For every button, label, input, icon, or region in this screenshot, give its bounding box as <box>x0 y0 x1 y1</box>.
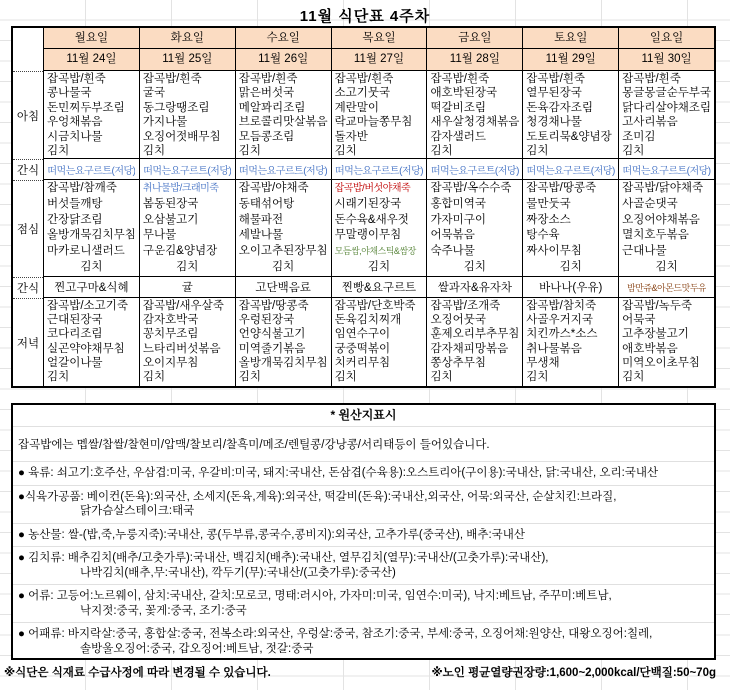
day-name-header: 금요일 <box>427 28 522 49</box>
morning-snack-cell <box>619 159 714 180</box>
menu-item: 김치 <box>367 260 391 273</box>
menu-item: 김치 <box>655 260 678 273</box>
row-label-lunch: 점심 <box>13 181 43 278</box>
menu-item: 김치 <box>622 371 645 384</box>
breakfast-cell <box>332 71 427 159</box>
menu-item: 사골순댓국 <box>622 197 678 210</box>
menu-item: 김치 <box>142 145 166 158</box>
origin-info-box <box>11 403 716 660</box>
menu-item: 잡곡밥/닭야채죽 <box>622 182 704 194</box>
origin-section-line: ● 어패류: 바지락살:중국, 홍합살:중국, 전복소라:외국산, 우렁살:중국, 참조기:중국, 부세:중국, 오징어채:원양산, 대왕오징어:칠레, <box>18 628 653 640</box>
menu-item: 돈육감자조림 <box>526 101 593 114</box>
origin-section-line: ● 어류: 고등어:노르웨이, 삼치:국내산, 갈치:모로코, 명태:러시아, 가자미:미국, 임연수:미국), 낙지:베트남, 주꾸미:베트남, <box>18 590 612 602</box>
day-date-header: 11월 25일 <box>140 49 235 71</box>
menu-item: 오이지무침 <box>142 356 199 369</box>
menu-item: 김치 <box>176 260 199 273</box>
menu-item: 물만둣국 <box>526 197 571 210</box>
day-column <box>235 28 331 386</box>
menu-item: 간장닭조림 <box>47 213 103 226</box>
menu-item: 애호박된장국 <box>430 87 498 100</box>
origin-section-continuation: 닭가슴살스테이크:태국 <box>80 505 195 517</box>
menu-item: 떠먹는요구르트(저당) <box>47 165 136 177</box>
morning-snack-cell <box>427 159 522 180</box>
origin-section-line: ●식육가공품: 베이컨(돈육):외국산, 소세지(돈육,계육):외국산, 떡갈비(돈육):국내산,외국산, 어묵:외국산, 순살치킨:브라질, <box>18 490 617 503</box>
menu-item: 김치 <box>622 145 645 158</box>
menu-item: 잡곡밥/조개죽 <box>430 300 501 312</box>
footer-note-left: ※식단은 식재료 수급사정에 따라 변경될 수 있습니다. <box>4 667 271 679</box>
menu-item: 취나물밥/크래미죽 <box>142 183 219 194</box>
breakfast-cell <box>236 71 331 159</box>
day-column <box>522 28 618 386</box>
menu-item: 조미김 <box>622 130 656 143</box>
menu-item: 떠먹는요구르트(저당) <box>622 165 711 177</box>
menu-item: 치커리무침 <box>334 356 391 369</box>
menu-item: 잡곡밥/단호박죽 <box>334 300 416 312</box>
menu-item: 오이고추된장무침 <box>238 245 328 258</box>
day-date-header: 11월 30일 <box>619 49 714 71</box>
day-date-header: 11월 28일 <box>427 49 522 71</box>
menu-item: 떡갈비조림 <box>430 101 486 114</box>
menu-item: 실곤약야채무침 <box>47 342 125 355</box>
menu-item: 무나물 <box>142 229 177 242</box>
menu-item: 애호박볶음 <box>622 342 678 355</box>
menu-item: 무말랭이무침 <box>334 229 402 242</box>
menu-item: 잡곡밥/흰죽 <box>238 73 298 85</box>
menu-item: 떠먹는요구르트(저당) <box>430 165 519 177</box>
lunch-cell <box>427 180 522 277</box>
menu-item: 메알꽈리조림 <box>238 101 306 114</box>
dinner-cell <box>140 298 235 385</box>
dinner-cell <box>236 298 331 385</box>
menu-item: 우렁된장국 <box>238 314 295 327</box>
menu-item: 김치 <box>142 371 166 384</box>
day-date-header: 11월 24일 <box>44 49 139 71</box>
origin-section-line: ● 농산물: 쌀-(밥,죽,누룽지죽):국내산, 콩(두부류,콩국수,콩비지):외국산, 고추가루(중국산), 배추:국내산 <box>18 528 526 541</box>
menu-item: 탕수육 <box>526 229 560 242</box>
afternoon-snack-cell <box>44 277 139 298</box>
row-label-morning-snack: 간식 <box>13 160 43 181</box>
origin-section <box>13 524 714 548</box>
menu-item: 가지나물 <box>142 116 188 129</box>
origin-section <box>13 547 714 585</box>
lunch-cell <box>236 180 331 277</box>
row-label-dinner: 저녁 <box>16 337 40 350</box>
menu-item: 열무된장국 <box>526 87 582 100</box>
corner-cell <box>13 28 43 72</box>
breakfast-cell <box>523 71 618 159</box>
menu-item: 근대나물 <box>622 245 667 258</box>
menu-item: 버섯들깨탕 <box>47 197 103 210</box>
breakfast-cell <box>140 71 235 159</box>
menu-item: 떠먹는요구르트(저당) <box>143 165 232 177</box>
footer-notes <box>4 664 716 680</box>
menu-item: 콩나물국 <box>47 87 92 100</box>
menu-item: 감자채피망볶음 <box>430 342 509 355</box>
menu-item: 치킨까스*소스 <box>526 328 598 341</box>
menu-item: 김치 <box>334 371 357 384</box>
menu-item: 몽글몽글순두부국 <box>622 87 712 100</box>
afternoon-snack-cell <box>427 277 522 298</box>
menu-item: 떠먹는요구르트(저당) <box>239 165 328 177</box>
menu-item: 마카로니샐러드 <box>47 245 125 258</box>
menu-item: 밤만쥬&아몬드맛두유 <box>626 282 707 293</box>
menu-item: 오징어야채볶음 <box>622 213 700 226</box>
origin-intro: 잡곡밥에는 멥쌀/찹쌀/찰현미/압맥/찰보리/찰흑미/메조/렌틸콩/강낭콩/서리태등이 들어있습니다. <box>13 427 714 462</box>
menu-item: 김치 <box>238 371 261 384</box>
menu-item: 잡곡밥/흰죽 <box>526 73 586 85</box>
menu-item: 동태섞어탕 <box>238 197 295 210</box>
menu-item: 김치 <box>463 260 486 273</box>
menu-item: 꽁치무조림 <box>142 328 199 341</box>
weekly-menu-table <box>11 26 716 388</box>
morning-snack-cell <box>523 159 618 180</box>
menu-item: 멸치호두볶음 <box>622 229 689 242</box>
menu-item: 김치 <box>526 371 549 384</box>
menu-item: 임연수구이 <box>334 328 391 341</box>
menu-item: 브로콜리맛살볶음 <box>238 116 328 129</box>
origin-section-line: ● 김치류: 배추김치(배추/고춧가루):국내산, 백김치(배추):국내산, 열무김치(열무):국내산/(고춧가루):국내산), <box>18 552 549 564</box>
menu-item: 잡곡밥/참치죽 <box>526 300 597 312</box>
menu-item: 김치 <box>47 145 70 158</box>
menu-item: 김치 <box>238 145 261 158</box>
menu-item: 숙주나물 <box>430 245 475 258</box>
afternoon-snack-cell <box>332 277 427 298</box>
day-column <box>139 28 235 386</box>
row-label-afternoon-snack: 간식 <box>13 278 43 299</box>
breakfast-cell <box>427 71 522 159</box>
menu-item: 잡곡밥/흰죽 <box>142 73 202 85</box>
menu-item: 동그랑땡조림 <box>142 101 210 114</box>
origin-section-continuation: 나박김치(배추,무:국내산), 깍두기(무):국내산/(고춧가루):중국산) <box>80 566 396 579</box>
page-title: 11월 식단표 4주차 <box>299 8 431 25</box>
menu-item: 새우살청경채볶음 <box>430 116 520 129</box>
menu-item: 귤 <box>181 282 193 294</box>
menu-item: 고추장불고기 <box>622 328 689 341</box>
menu-item: 홍합미역국 <box>430 197 486 210</box>
menu-item: 잡곡밥/흰죽 <box>430 73 490 85</box>
menu-item: 가자미구이 <box>430 213 486 226</box>
menu-item: 청경채나물 <box>526 116 582 129</box>
menu-item: 찐고구마&식혜 <box>54 282 129 294</box>
menu-item: 맑은버섯국 <box>238 87 295 100</box>
menu-item: 쫑상추무침 <box>430 356 486 369</box>
day-name-header: 목요일 <box>332 28 427 49</box>
menu-item: 시금치나물 <box>47 130 103 143</box>
origin-section-continuation: 솔방울오징어:중국, 갑오징어:베트남, 젓갈:중국 <box>80 642 314 655</box>
menu-item: 잡곡밥/흰죽 <box>334 73 394 85</box>
menu-item: 미역오이초무침 <box>622 356 700 369</box>
menu-item: 소고기뭇국 <box>334 87 391 100</box>
menu-item: 얼갈이나물 <box>47 356 103 369</box>
menu-item: 김치 <box>272 260 295 273</box>
menu-item: 오징어젓배무침 <box>142 130 221 143</box>
morning-snack-cell <box>332 159 427 180</box>
row-label-column <box>13 28 43 386</box>
menu-item: 잡곡밥/땅콩죽 <box>238 300 309 312</box>
menu-item: 잡곡밥/옥수수죽 <box>430 182 512 194</box>
menu-item: 모듬쌈,야채스틱&쌈장 <box>334 246 416 257</box>
menu-item: 잡곡밥/소고기죽 <box>47 300 128 312</box>
menu-item: 오삼불고기 <box>142 213 199 226</box>
menu-item: 궁중떡볶이 <box>334 342 391 355</box>
menu-item: 고단백음료 <box>255 282 311 294</box>
menu-item: 닭다리살야채조림 <box>622 101 712 114</box>
menu-item: 잡곡밥/버섯야채죽 <box>334 183 411 194</box>
dinner-cell <box>523 298 618 385</box>
menu-item: 돈육김치찌개 <box>334 314 402 327</box>
menu-item: 김치 <box>47 371 70 384</box>
dinner-cell <box>427 298 522 385</box>
day-column <box>426 28 522 386</box>
menu-item: 우엉채볶음 <box>47 116 103 129</box>
morning-snack-cell <box>236 159 331 180</box>
menu-item: 근대된장국 <box>47 314 103 327</box>
day-name-header: 수요일 <box>236 28 331 49</box>
afternoon-snack-cell <box>236 277 331 298</box>
menu-item: 짜사이무침 <box>526 245 582 258</box>
menu-item: 찐빵&요구르트 <box>341 282 417 294</box>
origin-section <box>13 462 714 486</box>
menu-item: 감자샐러드 <box>430 130 486 143</box>
day-date-header: 11월 29일 <box>523 49 618 71</box>
menu-item: 고사리볶음 <box>622 116 678 129</box>
dinner-cell <box>332 298 427 385</box>
menu-item: 감자호박국 <box>142 314 199 327</box>
menu-item: 잡곡밥/흰죽 <box>622 73 681 85</box>
menu-item: 계란말이 <box>334 101 380 114</box>
menu-item: 훈제오리부추무침 <box>430 328 520 341</box>
breakfast-cell <box>44 71 139 159</box>
menu-item: 구운김&양념장 <box>142 245 218 258</box>
menu-item: 어묵볶음 <box>430 229 475 242</box>
menu-item: 돈민찌두부조림 <box>47 101 125 114</box>
menu-item: 무생채 <box>526 356 560 369</box>
menu-item: 김치 <box>559 260 582 273</box>
menu-item: 미역줄기볶음 <box>238 342 306 355</box>
menu-item: 잡곡밥/녹두죽 <box>622 300 693 312</box>
menu-item: 언양식불고기 <box>238 328 306 341</box>
menu-item: 올방개묵김치무침 <box>238 356 328 369</box>
menu-item: 코다리조림 <box>47 328 103 341</box>
menu-item: 김치 <box>430 371 453 384</box>
menu-item: 느타리버섯볶음 <box>142 342 221 355</box>
menu-item: 쌀과자&유자차 <box>437 282 513 294</box>
menu-item: 김치 <box>430 145 453 158</box>
menu-item: 취나물볶음 <box>526 342 582 355</box>
lunch-cell <box>332 180 427 277</box>
dinner-cell <box>619 298 714 385</box>
lunch-cell <box>523 180 618 277</box>
menu-item: 모듬콩조림 <box>238 130 295 143</box>
menu-item: 김치 <box>334 145 357 158</box>
menu-item: 해물파전 <box>238 213 284 226</box>
afternoon-snack-cell <box>523 277 618 298</box>
origin-section-line: ● 육류: 쇠고기:호주산, 우삼겹:미국, 우갈비:미국, 돼지:국내산, 돈삼겹(수육용):오스트리아(구이용):국내산, 닭:국내산, 오리:국내산 <box>18 467 659 479</box>
afternoon-snack-cell <box>140 277 235 298</box>
menu-item: 김치 <box>80 260 103 273</box>
breakfast-cell <box>619 71 714 159</box>
lunch-cell <box>44 180 139 277</box>
day-name-header: 월요일 <box>44 28 139 49</box>
row-label-breakfast: 아침 <box>13 72 43 160</box>
day-column <box>43 28 139 386</box>
day-column <box>618 28 714 386</box>
day-name-header: 토요일 <box>523 28 618 49</box>
menu-item: 잡곡밥/새우살죽 <box>142 300 224 312</box>
menu-item: 시래기된장국 <box>334 197 402 210</box>
menu-item: 잡곡밥/땅콩죽 <box>526 182 597 194</box>
day-name-header: 일요일 <box>619 28 714 49</box>
lunch-cell <box>619 180 714 277</box>
menu-item: 락교마늘쫑무침 <box>334 116 413 129</box>
origin-section <box>13 623 714 660</box>
menu-item: 올방개묵김치무침 <box>47 229 136 242</box>
origin-heading: * 원산지표시 <box>13 405 714 427</box>
menu-item: 어묵국 <box>622 314 656 327</box>
menu-item: 세발나물 <box>238 229 284 242</box>
afternoon-snack-cell <box>619 277 714 298</box>
menu-item: 잡곡밥/흰죽 <box>47 73 106 85</box>
menu-item: 돌자반 <box>334 130 368 143</box>
morning-snack-cell <box>140 159 235 180</box>
menu-item: 떠먹는요구르트(저당) <box>334 165 424 177</box>
menu-item: 바나나(우유) <box>539 282 603 294</box>
day-date-header: 11월 26일 <box>236 49 331 71</box>
menu-item: 오징어뭇국 <box>430 314 486 327</box>
menu-item: 도토리묵&양념장 <box>526 130 612 143</box>
menu-item: 짜장소스 <box>526 213 571 226</box>
day-column <box>331 28 427 386</box>
morning-snack-cell <box>44 159 139 180</box>
menu-item: 김치 <box>526 145 549 158</box>
day-date-header: 11월 27일 <box>332 49 427 71</box>
menu-item: 떠먹는요구르트(저당) <box>526 165 615 177</box>
footer-note-right: ※노인 평균열량권장량:1,600~2,000kcal/단백질:50~70g <box>431 667 716 679</box>
lunch-cell <box>140 180 235 277</box>
dinner-cell <box>44 298 139 385</box>
menu-item: 굴국 <box>142 87 166 100</box>
menu-item: 잡곡밥/참깨죽 <box>47 182 117 194</box>
menu-item: 봄동된장국 <box>142 197 199 210</box>
day-name-header: 화요일 <box>140 28 235 49</box>
menu-item: 돈수육&새우젓 <box>334 213 409 226</box>
origin-section <box>13 486 714 524</box>
menu-item: 사골우거지국 <box>526 314 593 327</box>
origin-section <box>13 585 714 623</box>
origin-section-continuation: 낙지젓:중국, 꽃게:중국, 조기:중국 <box>80 604 247 617</box>
menu-item: 잡곡밥/야채죽 <box>238 182 309 194</box>
